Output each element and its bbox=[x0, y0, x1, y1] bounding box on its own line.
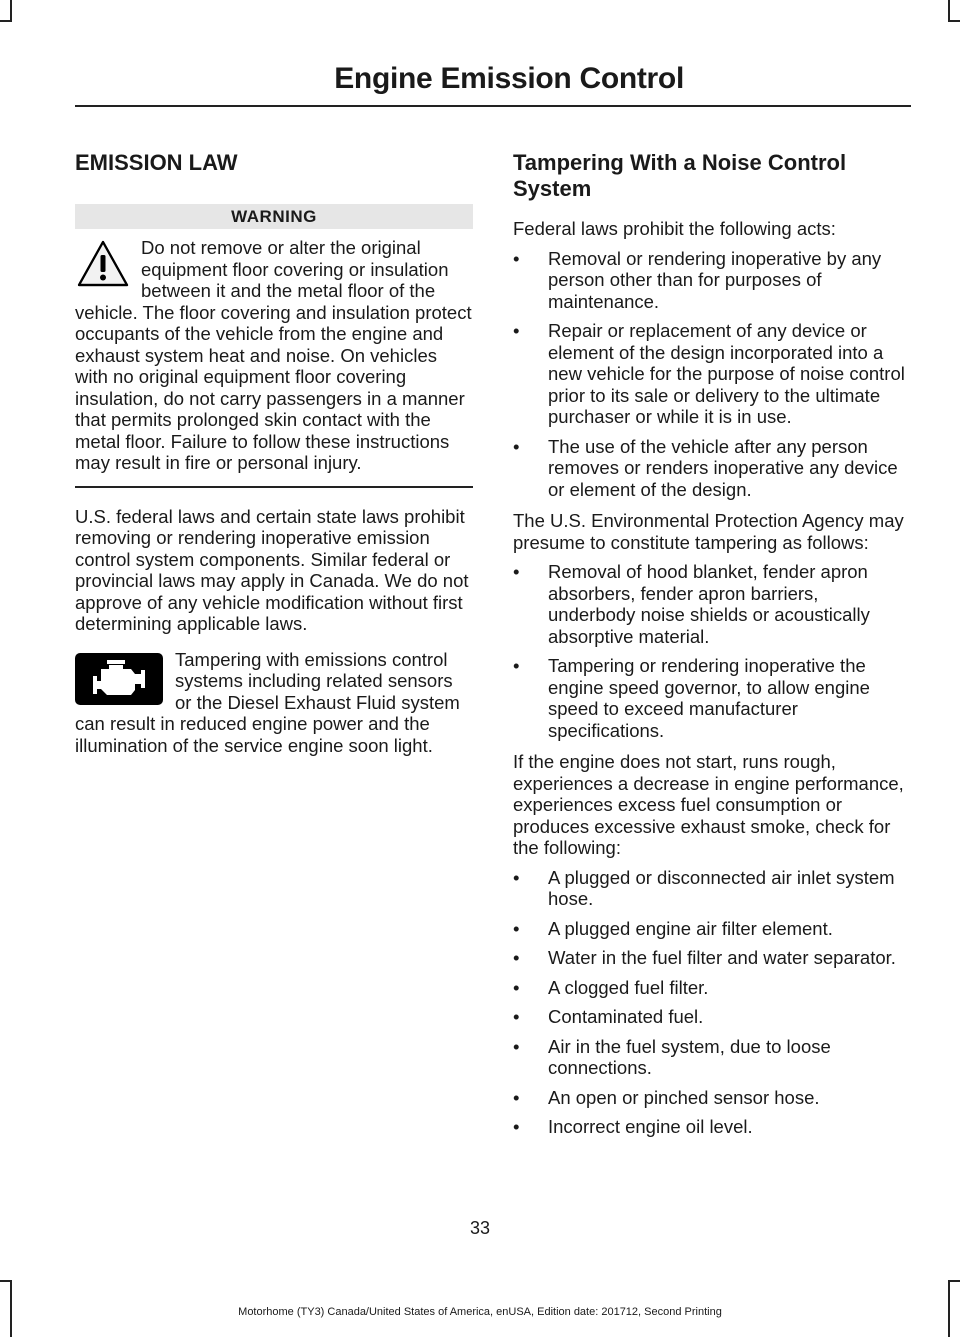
warning-triangle-icon bbox=[77, 239, 129, 289]
warning-text: Do not remove or alter the original equipment floor covering or insulation between it and the metal floor of the vehicle. The floor covering and insulation protect occupants of the vehicle from the engine and exhaust system heat and noise. On vehicles with no original equipment floor covering insulation, do not carry passengers in a manner that permits prolonged skin contact with the metal floor. Failure to follow these instructions may result in fire or personal injury. bbox=[75, 237, 472, 473]
section-title-noise-control: Tampering With a Noise Control System bbox=[513, 150, 847, 201]
list-item: • Air in the fuel system, due to loose connections. bbox=[513, 1036, 911, 1079]
page-number: 33 bbox=[469, 1218, 491, 1238]
list-item: • Contaminated fuel. bbox=[513, 1006, 911, 1028]
crop-mark bbox=[0, 20, 12, 22]
section-title-emission-law: EMISSION LAW bbox=[75, 150, 238, 175]
left-column bbox=[75, 150, 473, 764]
list-item: • Repair or replacement of any device or element of the design incorporated into a new vehicle for the purpose of noise control prior to its sale or delivery to the ultimate purchaser or while it is in use. bbox=[513, 320, 911, 428]
list-item: • Water in the fuel filter and water separator. bbox=[513, 947, 911, 969]
list-item: • A plugged engine air filter element. bbox=[513, 918, 911, 940]
prohibited-acts-list bbox=[513, 248, 911, 501]
list-item: • A plugged or disconnected air inlet system hose. bbox=[513, 867, 911, 910]
tampering-examples-list bbox=[513, 561, 911, 741]
header-rule bbox=[75, 105, 911, 107]
federal-laws-intro: Federal laws prohibit the following acts: bbox=[513, 218, 836, 239]
crop-mark bbox=[948, 0, 950, 20]
check-list bbox=[513, 867, 911, 1138]
list-item: • Removal or rendering inoperative by any person other than for purposes of maintenance. bbox=[513, 248, 911, 313]
tampering-note bbox=[75, 649, 473, 757]
warning-rule bbox=[75, 486, 473, 488]
right-column bbox=[513, 150, 911, 1148]
warning-label: WARNING bbox=[75, 204, 473, 229]
header-title: Engine Emission Control bbox=[334, 62, 684, 95]
list-item: • An open or pinched sensor hose. bbox=[513, 1087, 911, 1109]
crop-mark bbox=[0, 1280, 12, 1282]
engine-glyph bbox=[87, 659, 151, 699]
list-item: • A clogged fuel filter. bbox=[513, 977, 911, 999]
crop-mark bbox=[948, 1280, 960, 1282]
tampering-paragraph: Tampering with emissions control systems including related sensors or the Diesel Exhaust Fluid system can result in reduced engine power and the illumination of the service engine soon light. bbox=[75, 648, 460, 756]
engine-check-paragraph: If the engine does not start, runs rough, experiences a decrease in engine performance, experiences excess fuel consumption or produces excessive exhaust smoke, check for the following: bbox=[513, 751, 904, 858]
list-item: • The use of the vehicle after any person removes or renders inoperative any device or element of the design. bbox=[513, 436, 911, 501]
check-engine-icon bbox=[75, 653, 163, 705]
epa-paragraph: The U.S. Environmental Protection Agency may presume to constitute tampering as follows: bbox=[513, 510, 904, 553]
list-item: • Tampering or rendering inoperative the engine speed governor, to allow engine speed to exceed manufacturer specifications. bbox=[513, 655, 911, 741]
list-item: • Incorrect engine oil level. bbox=[513, 1116, 911, 1138]
list-item: • Removal of hood blanket, fender apron absorbers, fender apron barriers, underbody noise shields or acoustically absorptive material. bbox=[513, 561, 911, 647]
warning-box bbox=[75, 237, 473, 474]
footer-text: Motorhome (TY3) Canada/United States of America, enUSA, Edition date: 201712, Second Printing bbox=[238, 1306, 722, 1318]
crop-mark bbox=[948, 20, 960, 22]
emission-law-paragraph: U.S. federal laws and certain state laws prohibit removing or rendering inoperative emission control system components. Similar federal or provincial laws may apply in Canada. We do not approve of any vehicle modification without first determining applicable laws. bbox=[75, 505, 469, 634]
crop-mark bbox=[10, 0, 12, 20]
